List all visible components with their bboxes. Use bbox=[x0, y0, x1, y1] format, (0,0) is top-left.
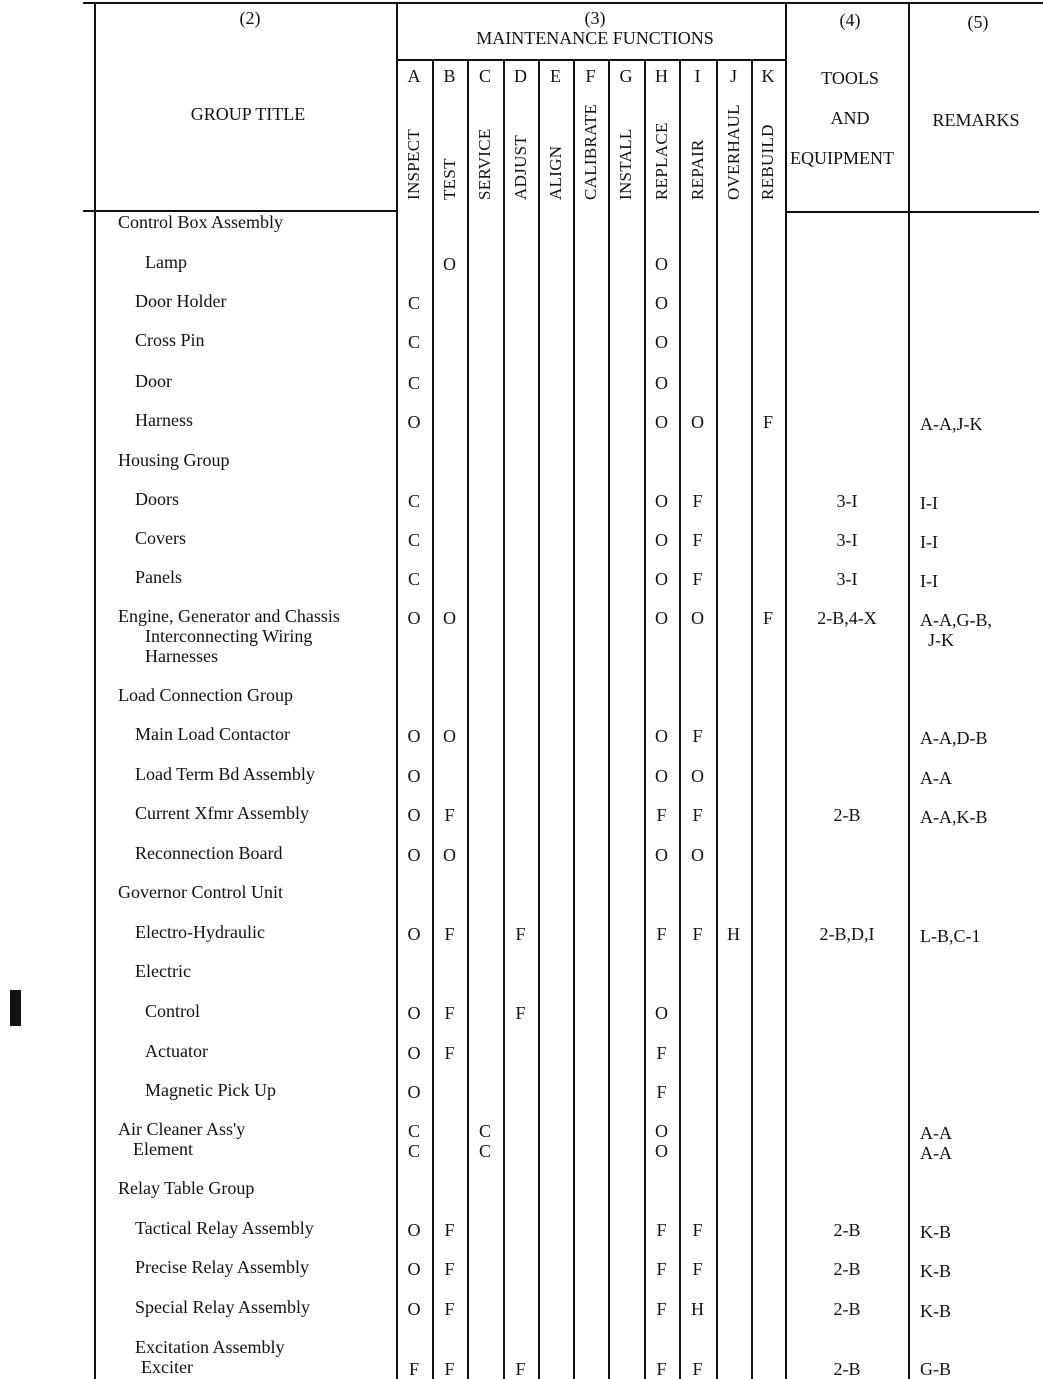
group-title-line2-22: Element bbox=[133, 1139, 193, 1159]
func-mark-h: O bbox=[655, 373, 668, 393]
func-mark-b: F bbox=[444, 1299, 455, 1319]
group-title-8: Covers bbox=[135, 528, 186, 548]
func-mark-i: F bbox=[692, 569, 703, 589]
tools-cell: 2-B bbox=[833, 1299, 861, 1319]
func-mark-i: F bbox=[692, 805, 703, 825]
func-mark-c: C bbox=[478, 1121, 491, 1141]
tools-cell: 3-I bbox=[836, 491, 858, 511]
group-title-20: Actuator bbox=[145, 1041, 208, 1061]
func-column-divider bbox=[751, 59, 753, 1379]
group-title-11: Load Connection Group bbox=[118, 685, 293, 705]
remarks-cell: A-A bbox=[920, 1123, 952, 1143]
func-mark-b: F bbox=[444, 1259, 455, 1279]
func-mark-b: F bbox=[444, 924, 455, 944]
func-mark-b: F bbox=[444, 1359, 455, 1379]
func-mark-a: O bbox=[407, 766, 421, 786]
remarks-header: REMARKS bbox=[932, 110, 1020, 130]
func-name-overhaul: OVERHAUL bbox=[723, 104, 743, 200]
remarks-cell: A-A,D-B bbox=[920, 728, 988, 748]
func-mark-a: C bbox=[407, 332, 420, 352]
remarks-cell: A-A,G-B, bbox=[920, 610, 992, 630]
func-mark-h: F bbox=[656, 1220, 667, 1240]
func-mark-a: C bbox=[407, 293, 420, 313]
group-title-14: Current Xfmr Assembly bbox=[135, 803, 309, 823]
func-letter-rule bbox=[396, 59, 785, 61]
func-name-install: INSTALL bbox=[616, 128, 635, 200]
func-mark-i: F bbox=[692, 726, 703, 746]
func-name-test: TEST bbox=[439, 158, 459, 200]
func-mark-i: F bbox=[692, 1259, 703, 1279]
func-name-cell bbox=[610, 88, 642, 206]
tools-cell: 2-B,D,I bbox=[819, 924, 875, 944]
func-name-replace: REPLACE bbox=[651, 122, 671, 200]
col3-number: (3) bbox=[584, 8, 606, 28]
func-mark-h: F bbox=[656, 1043, 667, 1063]
group-title-21: Magnetic Pick Up bbox=[145, 1080, 276, 1100]
tools-header-line2: AND bbox=[830, 108, 870, 128]
group-title-line3-10: Harnesses bbox=[145, 646, 218, 666]
func-name-cell bbox=[434, 88, 465, 206]
func-mark-b: F bbox=[444, 1043, 455, 1063]
remarks-cell-line2: J-K bbox=[928, 630, 954, 650]
func-letter-h: H bbox=[655, 66, 668, 86]
func-mark-h: F bbox=[656, 1259, 667, 1279]
func-mark-a: O bbox=[407, 1043, 421, 1063]
func-mark-h: O bbox=[655, 766, 668, 786]
func-letter-i: I bbox=[694, 66, 701, 86]
remarks-cell: A-A bbox=[920, 768, 952, 788]
change-bar-mark bbox=[10, 990, 21, 1026]
tools-cell: 2-B,4-X bbox=[817, 608, 877, 628]
func-mark-h: O bbox=[655, 530, 668, 550]
func-mark-h: O bbox=[655, 845, 668, 865]
tools-cell: 3-I bbox=[836, 569, 858, 589]
func-mark-h: O bbox=[655, 491, 668, 511]
group-title-6: Housing Group bbox=[118, 450, 230, 470]
remarks-cell: G-B bbox=[920, 1359, 951, 1379]
remarks-cell: K-B bbox=[920, 1222, 951, 1242]
func-column-divider bbox=[538, 59, 540, 1379]
func-mark-h: F bbox=[656, 1299, 667, 1319]
func-column-divider bbox=[608, 59, 610, 1379]
func-name-cell bbox=[646, 88, 677, 206]
remarks-cell: K-B bbox=[920, 1301, 951, 1321]
func-mark-i: O bbox=[691, 412, 704, 432]
group-title-5: Harness bbox=[135, 410, 193, 430]
func-mark-h: F bbox=[656, 924, 667, 944]
remarks-cell: I-I bbox=[920, 493, 938, 513]
func-mark-i: O bbox=[691, 766, 704, 786]
func-column-divider bbox=[644, 59, 646, 1379]
func-mark-i: F bbox=[692, 530, 703, 550]
group-title-header: GROUP TITLE bbox=[190, 104, 306, 124]
group-title-26: Special Relay Assembly bbox=[135, 1297, 310, 1317]
func-mark-h: F bbox=[656, 1082, 667, 1102]
group-title-19: Control bbox=[145, 1001, 201, 1021]
func-letter-a: A bbox=[407, 66, 421, 86]
func-mark-d: F bbox=[515, 924, 526, 944]
func-mark-a: O bbox=[407, 924, 421, 944]
remarks-cell: A-A,J-K bbox=[920, 414, 983, 434]
group-title-10: Engine, Generator and Chassis bbox=[118, 606, 340, 626]
group-title-23: Relay Table Group bbox=[118, 1178, 255, 1198]
func-mark-a: O bbox=[407, 1003, 421, 1023]
func-mark-i: H bbox=[691, 1299, 704, 1319]
func-mark-h: O bbox=[655, 1141, 668, 1161]
func-mark-a: O bbox=[407, 1299, 421, 1319]
func-mark-b: O bbox=[443, 608, 456, 628]
col3-title: MAINTENANCE FUNCTIONS bbox=[476, 28, 714, 48]
func-letter-f: F bbox=[585, 66, 596, 86]
group-title-7: Doors bbox=[135, 489, 179, 509]
func-name-rebuild: REBUILD bbox=[758, 124, 777, 200]
group-title-line2-10: Interconnecting Wiring bbox=[145, 626, 313, 646]
group-title-9: Panels bbox=[135, 567, 182, 587]
group-title-line2-27: Exciter bbox=[141, 1357, 193, 1377]
tools-header-line1: TOOLS bbox=[821, 68, 879, 88]
col4-left-border bbox=[785, 2, 787, 1379]
tools-cell: 2-B bbox=[833, 1220, 861, 1240]
col5-left-border bbox=[908, 2, 910, 1379]
group-title-24: Tactical Relay Assembly bbox=[135, 1218, 314, 1238]
group-title-25: Precise Relay Assembly bbox=[135, 1257, 309, 1277]
func-name-service: SERVICE bbox=[475, 128, 494, 200]
func-mark-i: F bbox=[692, 924, 703, 944]
func-column-divider bbox=[503, 59, 505, 1379]
group-title-2: Door Holder bbox=[135, 291, 227, 311]
func-column-divider bbox=[467, 59, 469, 1379]
func-letter-g: G bbox=[619, 66, 633, 86]
func-letter-b: B bbox=[443, 66, 456, 86]
func-name-inspect: INSPECT bbox=[404, 128, 423, 200]
func-mark-a: O bbox=[407, 845, 421, 865]
func-mark-i: F bbox=[692, 1220, 703, 1240]
group-title-17: Electro-Hydraulic bbox=[135, 922, 265, 942]
group-title-18: Electric bbox=[135, 961, 191, 981]
func-mark-b: F bbox=[444, 805, 455, 825]
group-title-12: Main Load Contactor bbox=[135, 724, 290, 744]
group-title-13: Load Term Bd Assembly bbox=[135, 764, 315, 784]
func-mark-d: F bbox=[515, 1003, 526, 1023]
group-title-3: Cross Pin bbox=[135, 330, 205, 350]
col2-number: (2) bbox=[239, 8, 261, 28]
func-mark-a: O bbox=[407, 412, 421, 432]
func-mark-a: C bbox=[407, 1121, 420, 1141]
group-title-4: Door bbox=[135, 371, 172, 391]
func-mark-h: O bbox=[655, 608, 668, 628]
func-mark-h: O bbox=[655, 332, 668, 352]
tools-header-line3: EQUIPMENT bbox=[790, 148, 894, 168]
group-title-22: Air Cleaner Ass'y bbox=[118, 1119, 246, 1139]
func-name-cell bbox=[398, 88, 430, 206]
tools-cell: 2-B bbox=[833, 1359, 861, 1379]
func-mark-h: O bbox=[655, 412, 668, 432]
group-title-16: Governor Control Unit bbox=[118, 882, 283, 902]
remarks-cell: K-B bbox=[920, 1261, 951, 1281]
func-name-adjust: ADJUST bbox=[510, 134, 530, 200]
func-mark-j: H bbox=[727, 924, 740, 944]
col3-left-border bbox=[396, 2, 398, 1379]
top-rule bbox=[83, 2, 1043, 4]
tools-cell: 2-B bbox=[833, 1259, 861, 1279]
remarks-cell: A-A,K-B bbox=[920, 807, 988, 827]
func-mark-a: C bbox=[407, 569, 420, 589]
func-mark-a: O bbox=[407, 608, 421, 628]
func-mark-a: C bbox=[407, 530, 420, 550]
func-mark-b: O bbox=[443, 726, 456, 746]
func-name-cell bbox=[681, 88, 714, 206]
remarks-cell: L-B,C-1 bbox=[920, 926, 981, 946]
func-name-cell bbox=[505, 88, 536, 206]
func-column-divider bbox=[716, 59, 718, 1379]
func-column-divider bbox=[679, 59, 681, 1379]
func-name-calibrate: CALIBRATE bbox=[580, 103, 600, 200]
func-mark-b: O bbox=[443, 254, 456, 274]
func-name-cell bbox=[575, 88, 606, 206]
func-mark-a: O bbox=[407, 1220, 421, 1240]
group-title-27: Excitation Assembly bbox=[135, 1337, 285, 1357]
func-letter-k: K bbox=[761, 66, 775, 86]
remarks-cell: I-I bbox=[920, 532, 938, 552]
func-letter-j: J bbox=[729, 66, 737, 86]
left-border bbox=[94, 2, 96, 1379]
func-mark-h: O bbox=[655, 1121, 668, 1141]
group-title-15: Reconnection Board bbox=[135, 843, 283, 863]
func-letter-d: D bbox=[514, 66, 527, 86]
func-mark-h: O bbox=[655, 254, 668, 274]
func-mark-k: F bbox=[762, 412, 773, 432]
func-name-cell bbox=[540, 88, 571, 206]
func-mark-i: O bbox=[691, 608, 704, 628]
group-title-0: Control Box Assembly bbox=[118, 212, 284, 232]
tools-cell: 2-B bbox=[833, 805, 861, 825]
func-name-cell bbox=[718, 88, 749, 206]
func-mark-a: C bbox=[407, 491, 420, 511]
func-mark-d: F bbox=[515, 1359, 526, 1379]
func-mark-h: O bbox=[655, 726, 668, 746]
func-name-align: ALIGN bbox=[545, 145, 565, 200]
func-mark-b: F bbox=[444, 1003, 455, 1023]
func-mark-h: O bbox=[655, 293, 668, 313]
func-mark-a: C bbox=[407, 373, 420, 393]
func-mark-i: F bbox=[692, 491, 703, 511]
remarks-cell: I-I bbox=[920, 571, 938, 591]
func-mark-h: F bbox=[656, 1359, 667, 1379]
header-bottom-rule-right bbox=[785, 211, 1039, 213]
col4-number: (4) bbox=[839, 10, 861, 30]
func-mark-i: O bbox=[691, 845, 704, 865]
func-column-divider bbox=[432, 59, 434, 1379]
group-title-1: Lamp bbox=[145, 252, 187, 272]
func-mark-a: O bbox=[407, 1259, 421, 1279]
func-mark-h: O bbox=[655, 569, 668, 589]
func-name-repair: REPAIR bbox=[687, 139, 707, 200]
tools-cell: 3-I bbox=[836, 530, 858, 550]
func-mark-k: F bbox=[762, 608, 773, 628]
func-mark-a: O bbox=[407, 1082, 421, 1102]
func-mark-i: F bbox=[692, 1359, 703, 1379]
func-letter-e: E bbox=[550, 66, 561, 86]
func-mark-h: F bbox=[656, 805, 667, 825]
col5-number: (5) bbox=[967, 12, 989, 32]
func-mark-b: O bbox=[443, 845, 456, 865]
func-mark-a: O bbox=[407, 726, 421, 746]
func-mark-h: O bbox=[655, 1003, 668, 1023]
func-column-divider bbox=[573, 59, 575, 1379]
func-name-cell bbox=[753, 88, 783, 206]
func-mark-a: C bbox=[407, 1141, 420, 1161]
remarks-cell-line2: A-A bbox=[920, 1143, 952, 1163]
func-mark-a: F bbox=[408, 1359, 419, 1379]
func-mark-b: F bbox=[444, 1220, 455, 1240]
func-name-cell bbox=[469, 88, 501, 206]
func-letter-c: C bbox=[478, 66, 491, 86]
func-mark-a: O bbox=[407, 805, 421, 825]
func-mark-c: C bbox=[478, 1141, 491, 1161]
